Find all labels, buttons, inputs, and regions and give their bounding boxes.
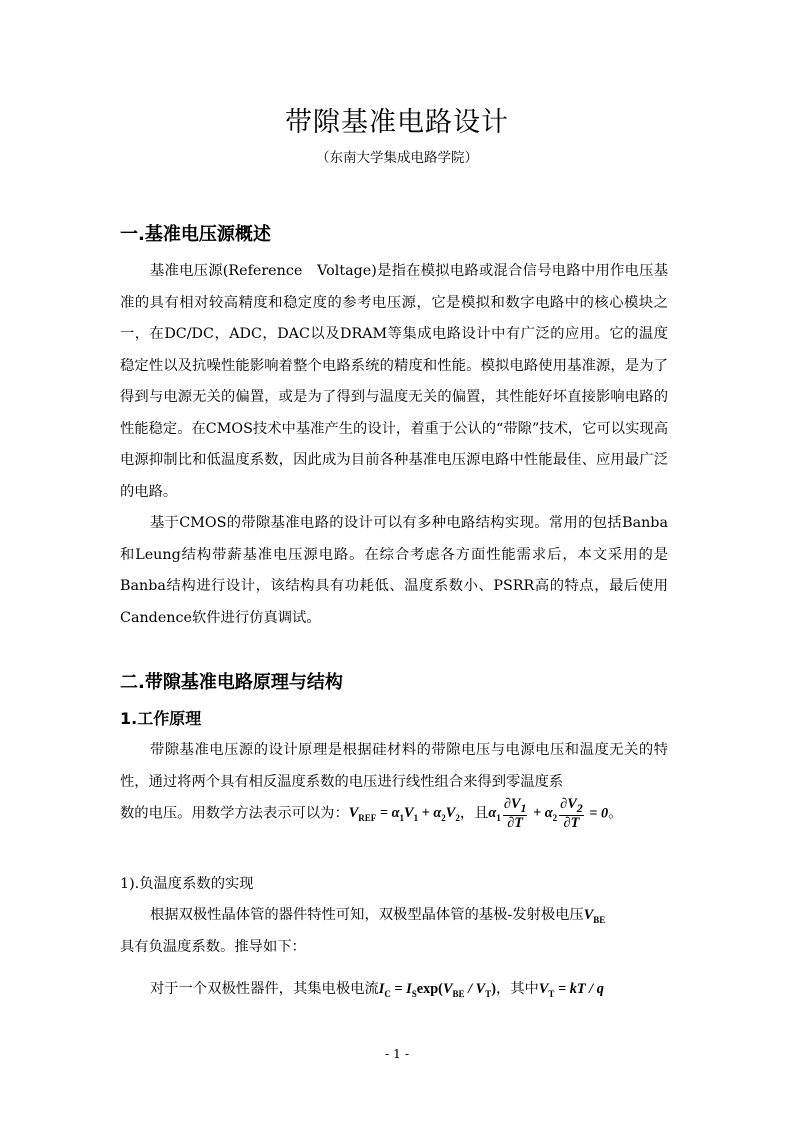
equation-intro-text: 数的电压。用数学方法表示可以为： — [120, 805, 349, 822]
principle-paragraph: 带隙基准电压源的设计原理是根据硅材料的带隙电压与电源电压和温度无关的特性，通过将两个具有相反温度系数的电压进行线性组合来得到零温度系 — [120, 742, 668, 790]
section-1-heading: 一.基准电压源概述 — [120, 224, 271, 245]
vref-equation: $V_{REF} = \alpha_1V_1 + \alpha_2V_2$ — [348, 805, 460, 824]
page-title: 带隙基准电路设计 — [285, 107, 509, 138]
derivative-v1-fraction: $\frac{\partial V_1}{\partial T}$ — [503, 796, 527, 831]
page-number: - 1 - — [384, 1046, 410, 1061]
equation-and-text: ，且 — [459, 805, 489, 822]
section-1-paragraph-2: 基于CMOS的带隙基准电路的设计可以有多种电路结构实现。常用的包括Banba和Leung结构带薪基准电压源电路。在综合考虑各方面性能需求后，本文采用的是Banba结构进行设计，该结构具有功耗低、温度系数小、PSRR高的特点，最后使用Candence软件进行仿真调试。 — [120, 515, 668, 626]
section-1-paragraph-1: 基准电压源(Reference Voltage)是指在模拟电路或混合信号电路中用作电压基准的具有相对较高精度和稳定度的参考电压源，它是模拟和数字电路中的核心模块之一，在DC/DC，ADC，DAC以及DRAM等集成电路设计中有广泛的应用。它的温度稳定性以及抗噪性能影响着整个电路系统的精度和性能。模拟电路使用基准源，是为了得到与电源无关的偏置，或是为了得到与温度无关的偏置，其性能好坏直接影响电路的性能稳定。在CMOS技术中基准产生的设计，着重于公认的“带隙”技术，它可以实现高电源抑制比和低温度系数，因此成为目前各种基准电压源电路中性能最佳、应用最广泛的电路。 — [120, 263, 668, 500]
section-2-heading: 二.带隙基准电路原理与结构 — [120, 672, 343, 693]
thermal-voltage-equation: $V_T$ = kT / q — [538, 981, 604, 999]
negative-tc-paragraph-line-1: 根据双极性晶体管的器件特性可知，双极型晶体管的基极-发射极电压$V_{BE}$ — [150, 907, 606, 925]
vbe-symbol: $V_{BE}$ — [583, 907, 606, 925]
zero-tc-equation: $\alpha_1$ — [488, 805, 501, 824]
collector-current-line: 对于一个双极性器件，其集电极电流$I_C = I_S\exp(V_{BE} / V_T)$，其中$V_T$ = kT / q — [150, 981, 604, 999]
affiliation: （东南大学集成电路学院） — [316, 150, 478, 166]
negative-tc-heading: 1).负温度系数的实现 — [120, 876, 254, 892]
negative-tc-paragraph-line-2: 具有负温度系数。推导如下： — [120, 939, 306, 955]
collector-current-equation: $I_C = I_S\exp(V_{BE} / V_T)$ — [378, 981, 496, 999]
derivative-v2-fraction: $\frac{\partial V_2}{\partial T}$ — [560, 796, 583, 831]
subsection-working-principle: 1.工作原理 — [120, 709, 202, 728]
principle-equation-line: 数的电压。用数学方法表示可以为：$V_{REF} = \alpha_1V_1 + \alpha_2V_2$，且$\alpha_1$ $\frac{\partial V_1}{\partial T}$ + $\alpha_2$ $\frac{\partial V_2}{\partial T}$ = 0。 — [120, 796, 623, 831]
